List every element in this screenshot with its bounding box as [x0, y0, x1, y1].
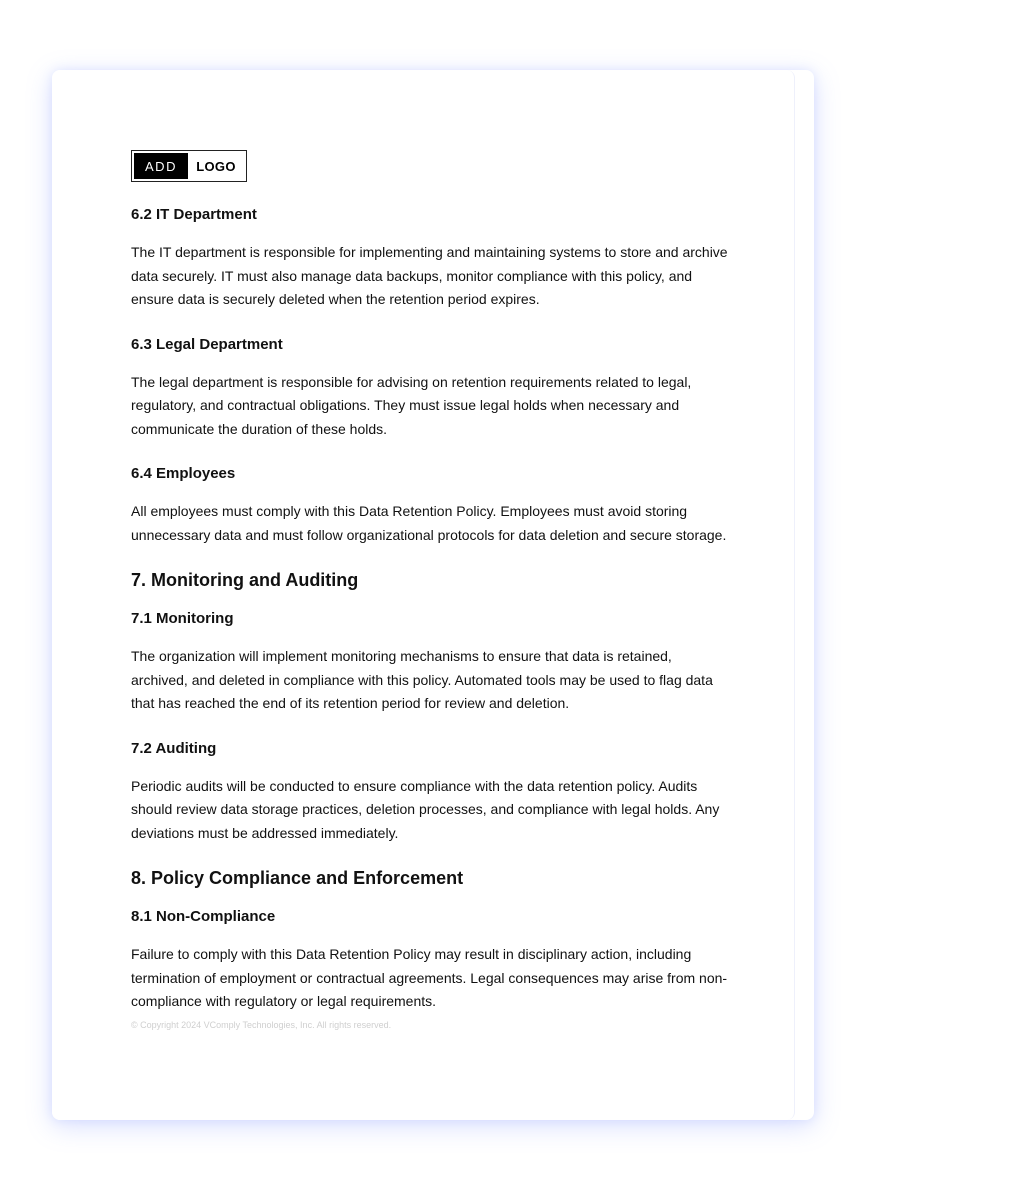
section-heading-7-1: 7.1 Monitoring	[131, 610, 234, 627]
copyright-footer: © Copyright 2024 VComply Technologies, Inc. All rights reserved.	[131, 1019, 392, 1030]
section-heading-7-2: 7.2 Auditing	[131, 739, 217, 757]
document-content	[131, 150, 731, 1030]
section-body-6-2: The IT department is responsible for implementing and maintaining systems to store and archive data securely. IT must also manage data backups, monitor compliance with this policy, and ensure data is securely deleted when the retention period expires.	[131, 244, 728, 307]
logo-add-label: ADD	[134, 153, 188, 179]
document-page	[52, 70, 795, 1120]
section-body-8-1: Failure to comply with this Data Retention Policy may result in disciplinary action, including termination of employment or contractual agreements. Legal consequences may arise from non-compliance with regulatory or legal requirements.	[131, 946, 728, 1009]
section-body-7-1: The organization will implement monitoring mechanisms to ensure that data is retained, archived, and deleted in compliance with this policy. Automated tools may be used to flag data that has reached the end of its retention period for review and deletion.	[131, 648, 713, 711]
logo-placeholder	[131, 150, 247, 182]
section-heading-6-4: 6.4 Employees	[131, 465, 236, 482]
section-heading-6-2: 6.2 IT Department	[131, 206, 257, 223]
section-heading-8-1: 8.1 Non-Compliance	[131, 908, 276, 925]
section-body-6-3: The legal department is responsible for advising on retention requirements related to legal, regulatory, and contractual obligations. They must issue legal holds when necessary and communicate the duration of these holds.	[131, 373, 692, 437]
logo-label: LOGO	[196, 158, 236, 174]
section-body-6-4: All employees must comply with this Data Retention Policy. Employees must avoid storing unnecessary data and must follow organizational protocols for data deletion and secure storage.	[131, 503, 727, 543]
section-heading-7: 7. Monitoring and Auditing	[131, 570, 359, 590]
section-heading-8: 8. Policy Compliance and Enforcement	[131, 868, 464, 888]
section-heading-6-3: 6.3 Legal Department	[131, 335, 283, 353]
section-body-7-2: Periodic audits will be conducted to ensure compliance with the data retention policy. Audits should review data storage practices, deletion processes, and compliance with legal holds. Any deviations must be addressed immediately.	[131, 777, 720, 841]
